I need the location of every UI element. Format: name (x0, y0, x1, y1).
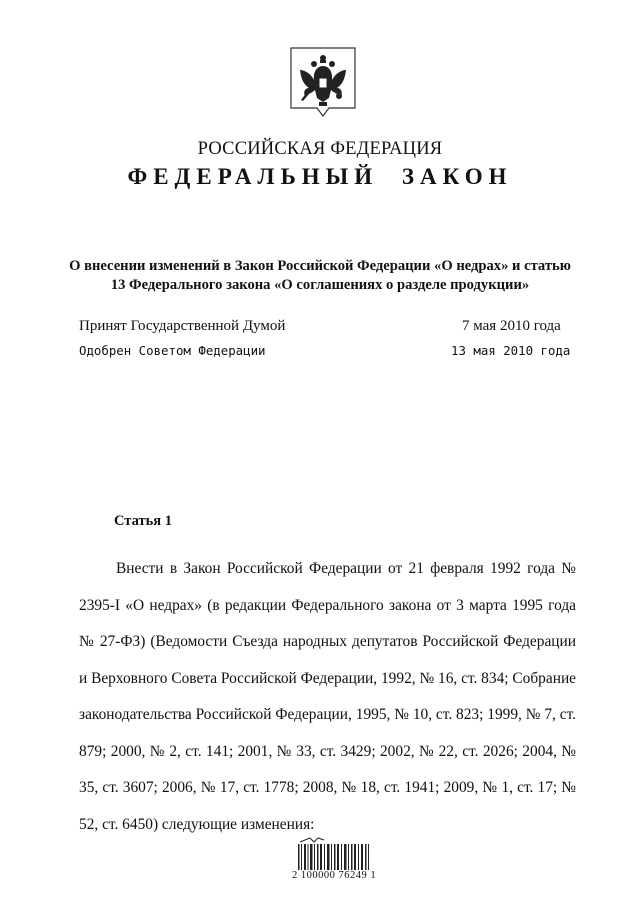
adopted-date: 7 мая 2010 года (462, 318, 561, 334)
approved-by-label: Одобрен Советом Федерации (79, 343, 266, 358)
coat-of-arms-icon (287, 44, 359, 124)
country-name: РОССИЙСКАЯ ФЕДЕРАЦИЯ (197, 139, 443, 159)
law-title: О внесении изменений в Закон Российской Федерации «О недрах» и статью 13 Федерального закона «О соглашениях о разделе продукции» (69, 258, 571, 293)
document-type: ФЕДЕРАЛЬНЫЙ ЗАКОН (127, 164, 513, 189)
barcode-number: 2 100000 76249 1 (292, 870, 377, 881)
approved-date: 13 мая 2010 года (451, 343, 571, 358)
adopted-by-label: Принят Государственной Думой (79, 318, 286, 334)
article-heading: Статья 1 (114, 513, 172, 529)
article-text: Внести в Закон Российской Федерации от 21 февраля 1992 года № 2395-I «О недрах» (в редакции Федерального закона от 3 марта 1995 года № 27-ФЗ) (Ведомости Съезда народных депутатов Российской Федерации и Верховного Совета Российской Федерации, 1992, № 16, ст. 834; Собрание законодательства Российской Федерации, 1995, № 10, ст. 823; 1999, № 7, ст. 879; 2000, № 2, ст. 141; 2001, № 33, ст. 3429; 2002, № 22, ст. 2026; 2004, № 35, ст. 3607; 2006, № 17, ст. 1778; 2008, № 18, ст. 1941; 2009, № 1, ст. 17; № 52, ст. 6450) следующие изменения: (79, 560, 577, 833)
